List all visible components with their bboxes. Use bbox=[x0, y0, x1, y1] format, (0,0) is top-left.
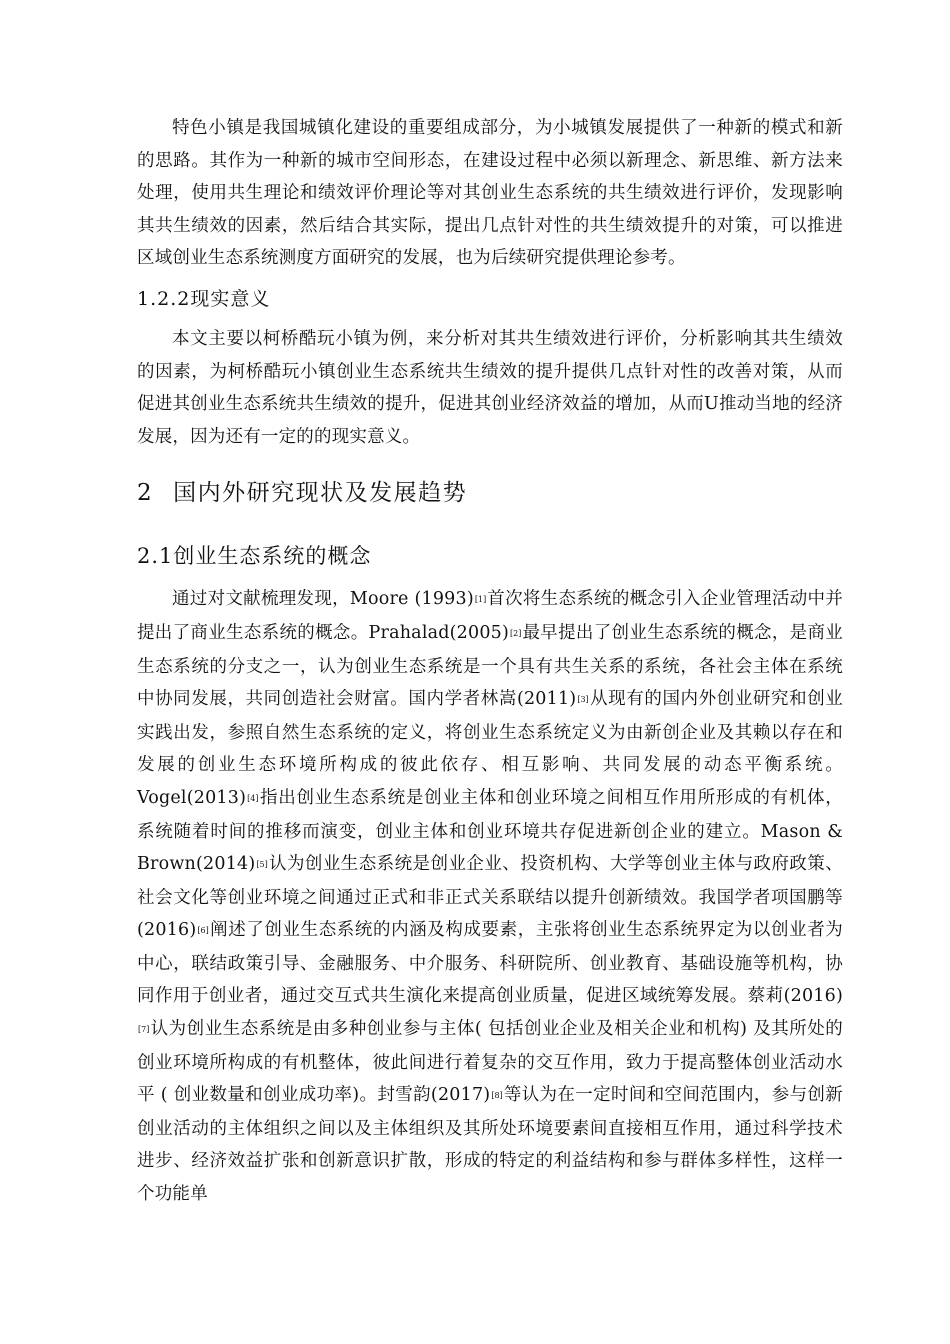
paragraph-theoretical-significance: 特色小镇是我国城镇化建设的重要组成部分，为小城镇发展提供了一种新的模式和新的思路。其作为一种新的城市空间形态，在建设过程中必须以新理念、新思维、新方法来处理，使用共生理论和绩效评价理论等对其创业生态系统的共生绩效进行评价，发现影响其共生绩效的因素，然后结合其实际，提出几点针对性的共生绩效提升的对策，可以推进区域创业生态系统测度方面研究的发展，也为后续研究提供理论参考。 bbox=[137, 118, 843, 269]
text-segment: 等认为在一定时间和空间范围内，参与创新创业活动的主体组织之间以及主体组织及其所处环境要素间直接相互作用，通过科学技术进步、经济效益扩张和创新意识扩散，形成的特定的利益结构和参与群体多样性，这样一个功能单 bbox=[137, 1085, 843, 1205]
chapter-title: 国内外研究现状及发展趋势 bbox=[173, 480, 468, 507]
text-segment: 认为创业生态系统是由多种创业参与主体( 包括创业企业及相关企业和机构) 及其所处的创业环境所构成的有机整体，彼此间进行着复杂的交互作用，致力于提高整体创业活动水平 ( 创业数量和创业成功率)。封雪韵(2017) bbox=[137, 1019, 843, 1106]
paragraph-practical-significance: 本文主要以柯桥酷玩小镇为例，来分析对其共生绩效进行评价，分析影响其共生绩效的因素，为柯桥酷玩小镇创业生态系统共生绩效的提升提供几点针对性的改善对策，从而促进其创业生态系统共生绩效的提升，促进其创业经济效益的增加，从而U推动当地的经济发展，因为还有一定的的现实意义。 bbox=[137, 328, 843, 447]
text-segment: 阐述了创业生态系统的内涵及构成要素，主张将创业生态系统界定为以创业者为中心，联结政策引导、金融服务、中介服务、科研院所、创业教育、基础设施等机构，协同作用于创业者，通过交互式共生演化来提高创业质量，促进区域统筹发展。蔡莉(2016) bbox=[137, 920, 843, 1007]
subsection-number: 1.2.2 bbox=[137, 287, 191, 310]
citation-marker: [8] bbox=[491, 1091, 503, 1101]
citation-marker: [1] bbox=[474, 595, 487, 605]
text-segment: 最早提出了创业生态系统的概念，是商业生态系统的分支之一，认为创业生态系统是一个具有共生关系的系统，各社会主体在系统中协同发展，共同创造社会财富。国内学者林嵩(2011) bbox=[137, 622, 843, 710]
page-content bbox=[137, 112, 843, 1211]
paragraph-literature-review bbox=[137, 583, 843, 1210]
chapter-heading-2 bbox=[137, 473, 843, 513]
text-segment: 认为创业生态系统是创业企业、投资机构、大学等创业主体与政府政策、社会文化等创业环境之间通过正式和非正式关系联结以提升创新绩效。我国学者项国鹏等(2016) bbox=[137, 854, 843, 941]
text-segment: 指出创业生态系统是创业主体和创业环境之间相互作用所形成的有机体，系统随着时间的推移而演变，创业主体和创业环境共存促进新创企业的建立。Mason & Brown(2014) bbox=[137, 787, 843, 875]
citation-marker: [6] bbox=[197, 926, 209, 936]
section-heading-2-1 bbox=[137, 537, 843, 575]
text-segment: 首次将生态系统的概念引入企业管理活动中并提出了商业生态系统的概念。Prahalad(2005) bbox=[137, 589, 843, 643]
section-title: 创业生态系统的概念 bbox=[173, 544, 372, 569]
citation-marker: [4] bbox=[247, 793, 259, 803]
chapter-number: 2 bbox=[137, 480, 154, 507]
citation-marker: [3] bbox=[577, 695, 589, 705]
text-segment: 从现有的国内外创业研究和创业实践出发，参照自然生态系统的定义，将创业生态系统定义为由新创企业及其赖以存在和发展的创业生态环境所构成的彼此依存、相互影响、共同发展的动态平衡系统。Vogel(2013) bbox=[137, 689, 843, 808]
subsection-heading-1-2-2 bbox=[137, 281, 843, 317]
text-segment: 通过对文献梳理发现，Moore (1993) bbox=[172, 589, 474, 610]
citation-marker: [5] bbox=[256, 860, 268, 870]
section-number: 2.1 bbox=[137, 544, 174, 569]
citation-marker: [2] bbox=[510, 628, 522, 638]
subsection-title: 现实意义 bbox=[190, 287, 271, 310]
citation-marker: [7] bbox=[138, 1025, 150, 1035]
